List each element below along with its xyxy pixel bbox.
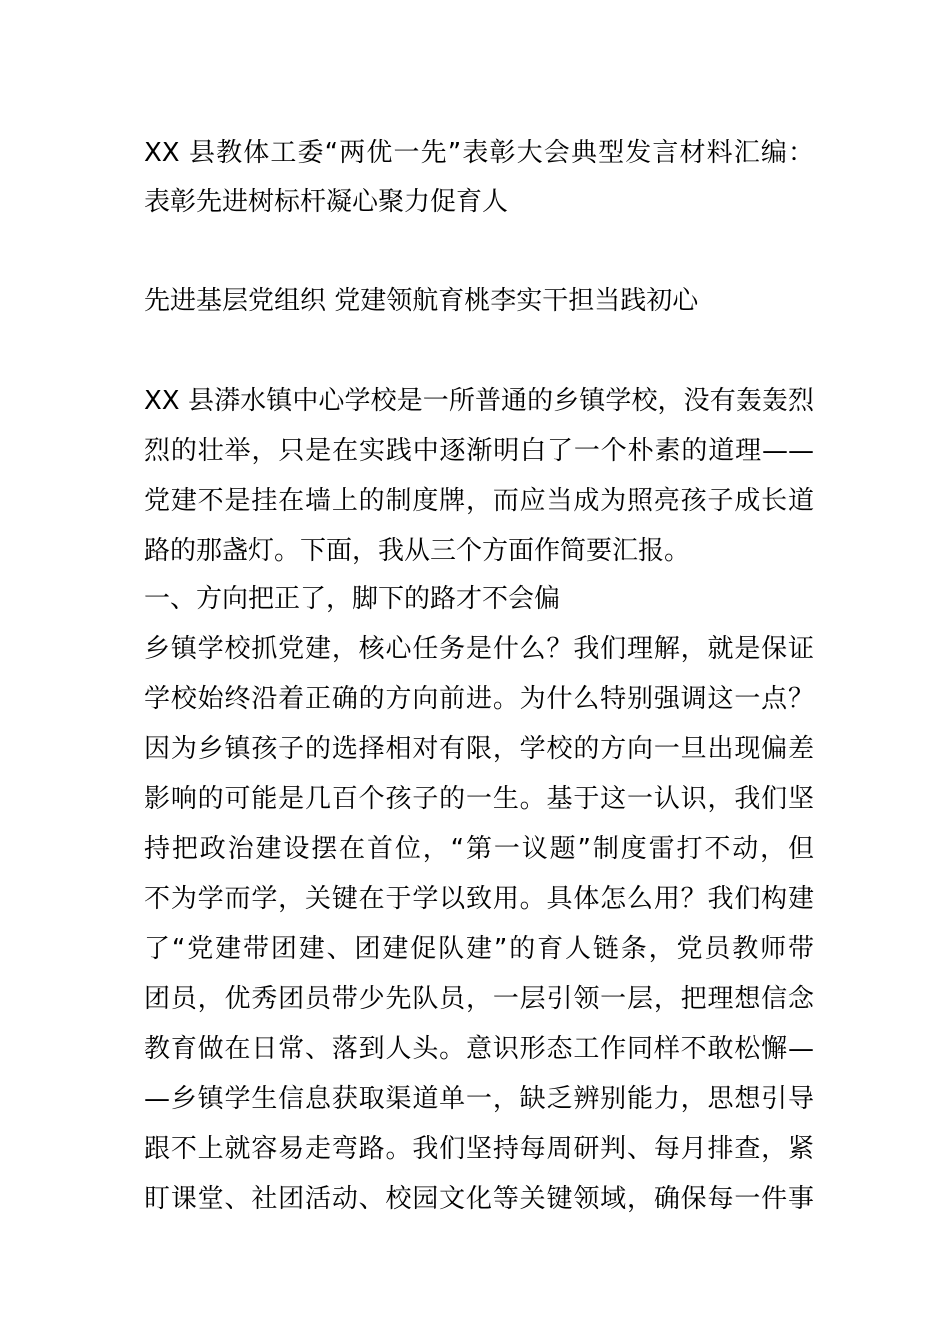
body-line: 党建不是挂在墙上的制度牌，而应当成为照亮孩子成长道 <box>144 486 814 516</box>
subsection-heading: 一、方向把正了，脚下的路才不会偏 <box>144 584 561 614</box>
body-line: 因为乡镇孩子的选择相对有限，学校的方向一旦出现偏差 <box>144 734 814 764</box>
body-line: 团员，优秀团员带少先队员，一层引领一层，把理想信念 <box>144 984 814 1014</box>
body-line: 持把政治建设摆在首位，“第一议题”制度雷打不动，但 <box>144 834 814 864</box>
body-line: 乡镇学校抓党建，核心任务是什么？我们理解，就是保证 <box>144 634 814 664</box>
document-title-line-2: 表彰先进树标杆凝心聚力促育人 <box>144 187 509 217</box>
section-title: 先进基层党组织 党建领航育桃李实干担当践初心 <box>144 286 699 316</box>
body-line: 学校始终沿着正确的方向前进。为什么特别强调这一点？ <box>144 684 814 714</box>
body-line: XX 县漭水镇中心学校是一所普通的乡镇学校，没有轰轰烈 <box>144 386 814 416</box>
body-line: 了“党建带团建、团建促队建”的育人链条，党员教师带 <box>144 934 814 964</box>
body-line: 不为学而学，关键在于学以致用。具体怎么用？我们构建 <box>144 884 814 914</box>
body-line: 烈的壮举，只是在实践中逐渐明白了一个朴素的道理—— <box>144 436 814 466</box>
document-title-line-1: XX 县教体工委“两优一先”表彰大会典型发言材料汇编： <box>144 138 814 168</box>
body-line: 路的那盏灯。下面，我从三个方面作简要汇报。 <box>144 536 691 566</box>
body-line: 影响的可能是几百个孩子的一生。基于这一认识，我们坚 <box>144 784 814 814</box>
body-line: 盯课堂、社团活动、校园文化等关键领域，确保每一件事 <box>144 1184 814 1214</box>
body-line: —乡镇学生信息获取渠道单一，缺乏辨别能力，思想引导 <box>144 1084 814 1114</box>
body-line: 跟不上就容易走弯路。我们坚持每周研判、每月排查，紧 <box>144 1134 814 1164</box>
body-line: 教育做在日常、落到人头。意识形态工作同样不敢松懈— <box>144 1034 814 1064</box>
